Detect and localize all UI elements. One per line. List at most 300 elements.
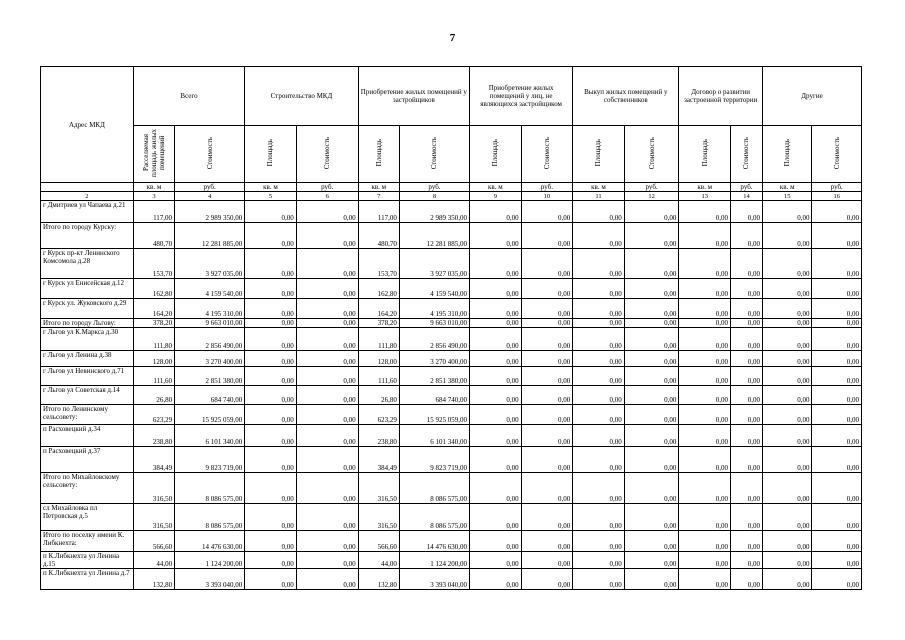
unit-cell: кв. м xyxy=(470,183,522,192)
value-cell: 0,00 xyxy=(245,319,297,328)
value-cell: 0,00 xyxy=(573,223,625,249)
value-cell: 0,00 xyxy=(679,249,731,279)
value-cell: 3 270 400,00 xyxy=(175,351,245,367)
value-cell: 0,00 xyxy=(470,279,522,299)
table-row xyxy=(41,223,862,249)
value-cell: 117,00 xyxy=(133,201,174,223)
value-cell: 0,00 xyxy=(296,447,358,473)
header-sub xyxy=(762,126,812,183)
header-group: Выкуп жилых помещений у собственников xyxy=(573,67,679,126)
column-number: 4 xyxy=(175,192,245,201)
value-cell: 3 927 035,00 xyxy=(175,249,245,279)
value-cell: 0,00 xyxy=(812,504,862,531)
header-group: Договор о развитии застроенной территории xyxy=(679,67,763,126)
address-cell: Итого по Михайловскому сельсовету: xyxy=(41,473,134,504)
column-number: 13 xyxy=(679,192,731,201)
value-cell: 0,00 xyxy=(624,367,679,386)
value-cell: 0,00 xyxy=(573,328,625,351)
value-cell: 0,00 xyxy=(624,447,679,473)
value-cell: 0,00 xyxy=(470,201,522,223)
table-row xyxy=(41,367,862,386)
value-cell: 0,00 xyxy=(812,447,862,473)
table-row xyxy=(41,569,862,590)
value-cell: 164,20 xyxy=(133,299,174,319)
header-sub-text: Площадь xyxy=(594,139,603,167)
value-cell: 0,00 xyxy=(296,552,358,569)
header-sub-text: Площадь xyxy=(491,139,500,167)
value-cell: 0,00 xyxy=(730,552,762,569)
table-row xyxy=(41,279,862,299)
value-cell: 0,00 xyxy=(470,425,522,447)
column-number: 11 xyxy=(573,192,625,201)
value-cell: 0,00 xyxy=(521,367,573,386)
value-cell: 0,00 xyxy=(573,447,625,473)
column-number: 14 xyxy=(730,192,762,201)
value-cell: 0,00 xyxy=(521,386,573,405)
table-row xyxy=(41,447,862,473)
value-cell: 0,00 xyxy=(521,328,573,351)
column-number: 10 xyxy=(521,192,573,201)
header-sub xyxy=(296,126,358,183)
value-cell: 0,00 xyxy=(521,351,573,367)
value-cell: 0,00 xyxy=(573,405,625,425)
value-cell: 0,00 xyxy=(730,328,762,351)
value-cell: 26,80 xyxy=(358,386,399,405)
address-cell: г Курск ул. Жуковского д.29 xyxy=(41,299,134,319)
value-cell: 0,00 xyxy=(762,447,812,473)
address-cell: г Льгов ул Советская д.14 xyxy=(41,386,134,405)
header-group: Приобретение жилых помещений у застройщиков xyxy=(358,67,469,126)
address-cell: г Льгов ул Невинского д.71 xyxy=(41,367,134,386)
value-cell: 111,60 xyxy=(133,367,174,386)
value-cell: 6 101 340,00 xyxy=(399,425,469,447)
value-cell: 1 124 200,00 xyxy=(175,552,245,569)
value-cell: 0,00 xyxy=(679,279,731,299)
column-number: 5 xyxy=(245,192,297,201)
header-sub xyxy=(730,126,762,183)
unit-cell: кв. м xyxy=(679,183,731,192)
value-cell: 0,00 xyxy=(730,504,762,531)
value-cell: 0,00 xyxy=(762,299,812,319)
value-cell: 4 159 540,00 xyxy=(175,279,245,299)
table-row xyxy=(41,299,862,319)
value-cell: 0,00 xyxy=(245,299,297,319)
value-cell: 0,00 xyxy=(624,552,679,569)
value-cell: 378,20 xyxy=(133,319,174,328)
header-sub xyxy=(679,126,731,183)
header-group: Всего xyxy=(133,67,244,126)
value-cell: 0,00 xyxy=(521,531,573,552)
value-cell: 0,00 xyxy=(624,201,679,223)
value-cell: 0,00 xyxy=(812,367,862,386)
column-number: 16 xyxy=(812,192,862,201)
value-cell: 3 393 040,00 xyxy=(399,569,469,590)
value-cell: 0,00 xyxy=(730,319,762,328)
address-cell: Итого по поселку имени К. Либкнехта: xyxy=(41,531,134,552)
value-cell: 0,00 xyxy=(679,351,731,367)
value-cell: 0,00 xyxy=(812,319,862,328)
value-cell: 153,70 xyxy=(133,249,174,279)
value-cell: 0,00 xyxy=(624,569,679,590)
table-row xyxy=(41,531,862,552)
value-cell: 8 086 575,00 xyxy=(399,504,469,531)
value-cell: 0,00 xyxy=(521,447,573,473)
value-cell: 0,00 xyxy=(624,473,679,504)
value-cell: 0,00 xyxy=(762,319,812,328)
value-cell: 8 086 575,00 xyxy=(399,473,469,504)
value-cell: 0,00 xyxy=(679,447,731,473)
value-cell: 623,29 xyxy=(358,405,399,425)
header-sub xyxy=(133,126,174,183)
value-cell: 238,80 xyxy=(358,425,399,447)
value-cell: 3 927 035,00 xyxy=(399,249,469,279)
value-cell: 0,00 xyxy=(245,405,297,425)
value-cell: 238,80 xyxy=(133,425,174,447)
value-cell: 0,00 xyxy=(624,504,679,531)
value-cell: 0,00 xyxy=(762,367,812,386)
value-cell: 0,00 xyxy=(245,201,297,223)
value-cell: 111,80 xyxy=(358,328,399,351)
resettlement-table xyxy=(40,66,862,590)
header-sub xyxy=(573,126,625,183)
value-cell: 0,00 xyxy=(521,279,573,299)
value-cell: 384,49 xyxy=(358,447,399,473)
value-cell: 0,00 xyxy=(679,425,731,447)
table-row xyxy=(41,328,862,351)
value-cell: 0,00 xyxy=(470,531,522,552)
value-cell: 0,00 xyxy=(470,367,522,386)
header-sub xyxy=(470,126,522,183)
value-cell: 0,00 xyxy=(730,425,762,447)
value-cell: 0,00 xyxy=(521,504,573,531)
address-cell: Итого по городу Льгову: xyxy=(41,319,134,328)
value-cell: 0,00 xyxy=(679,386,731,405)
value-cell: 0,00 xyxy=(470,319,522,328)
value-cell: 0,00 xyxy=(573,201,625,223)
value-cell: 0,00 xyxy=(679,319,731,328)
value-cell: 0,00 xyxy=(679,405,731,425)
table-row xyxy=(41,473,862,504)
value-cell: 0,00 xyxy=(679,299,731,319)
value-cell: 0,00 xyxy=(730,473,762,504)
value-cell: 9 663 010,00 xyxy=(399,319,469,328)
value-cell: 0,00 xyxy=(470,405,522,425)
header-address: Адрес МКД xyxy=(41,67,134,183)
header-sub xyxy=(624,126,679,183)
value-cell: 0,00 xyxy=(730,531,762,552)
value-cell: 2 856 490,00 xyxy=(399,328,469,351)
value-cell: 316,50 xyxy=(133,473,174,504)
value-cell: 0,00 xyxy=(730,569,762,590)
value-cell: 480,70 xyxy=(133,223,174,249)
value-cell: 0,00 xyxy=(573,279,625,299)
value-cell: 0,00 xyxy=(812,299,862,319)
value-cell: 0,00 xyxy=(573,367,625,386)
header-sub-text: Стоимость xyxy=(742,136,751,170)
value-cell: 0,00 xyxy=(812,223,862,249)
value-cell: 132,80 xyxy=(133,569,174,590)
value-cell: 0,00 xyxy=(296,531,358,552)
value-cell: 0,00 xyxy=(762,201,812,223)
column-number: 8 xyxy=(399,192,469,201)
value-cell: 0,00 xyxy=(470,328,522,351)
value-cell: 0,00 xyxy=(730,447,762,473)
value-cell: 0,00 xyxy=(245,531,297,552)
value-cell: 0,00 xyxy=(521,425,573,447)
value-cell: 111,60 xyxy=(358,367,399,386)
value-cell: 0,00 xyxy=(521,319,573,328)
column-number: 6 xyxy=(296,192,358,201)
value-cell: 2 989 350,00 xyxy=(175,201,245,223)
value-cell: 0,00 xyxy=(470,351,522,367)
value-cell: 0,00 xyxy=(573,249,625,279)
unit-cell: кв. м xyxy=(358,183,399,192)
value-cell: 0,00 xyxy=(624,319,679,328)
header-sub xyxy=(358,126,399,183)
value-cell: 0,00 xyxy=(296,319,358,328)
unit-cell: руб. xyxy=(730,183,762,192)
table-row xyxy=(41,319,862,328)
unit-cell: руб. xyxy=(812,183,862,192)
column-number: 12 xyxy=(624,192,679,201)
value-cell: 480,70 xyxy=(358,223,399,249)
value-cell: 4 159 540,00 xyxy=(399,279,469,299)
value-cell: 0,00 xyxy=(573,351,625,367)
value-cell: 0,00 xyxy=(762,249,812,279)
address-cell: г Льгов ул Ленина д.38 xyxy=(41,351,134,367)
unit-cell: руб. xyxy=(624,183,679,192)
value-cell: 0,00 xyxy=(245,223,297,249)
table-row xyxy=(41,405,862,425)
value-cell: 0,00 xyxy=(296,201,358,223)
value-cell: 2 851 380,00 xyxy=(399,367,469,386)
value-cell: 0,00 xyxy=(245,249,297,279)
value-cell: 0,00 xyxy=(679,201,731,223)
value-cell: 0,00 xyxy=(296,386,358,405)
value-cell: 12 281 885,00 xyxy=(175,223,245,249)
value-cell: 0,00 xyxy=(573,552,625,569)
address-cell: г Курск ул Енисейская д.12 xyxy=(41,279,134,299)
value-cell: 6 101 340,00 xyxy=(175,425,245,447)
table-row xyxy=(41,201,862,223)
value-cell: 0,00 xyxy=(679,569,731,590)
value-cell: 0,00 xyxy=(624,351,679,367)
value-cell: 0,00 xyxy=(245,328,297,351)
value-cell: 117,00 xyxy=(358,201,399,223)
header-sub-text: Стоимость xyxy=(832,136,841,170)
value-cell: 0,00 xyxy=(679,473,731,504)
value-cell: 128,00 xyxy=(133,351,174,367)
header-sub-text: Расселяемая площадь жилых помещений xyxy=(141,128,166,178)
value-cell: 0,00 xyxy=(573,473,625,504)
value-cell: 164,20 xyxy=(358,299,399,319)
value-cell: 0,00 xyxy=(812,405,862,425)
value-cell: 0,00 xyxy=(470,249,522,279)
table-row xyxy=(41,552,862,569)
value-cell: 0,00 xyxy=(730,201,762,223)
header-group: Другие xyxy=(762,67,861,126)
table-row xyxy=(41,425,862,447)
header-sub-text: Стоимость xyxy=(647,136,656,170)
value-cell: 0,00 xyxy=(470,386,522,405)
value-cell: 14 476 630,00 xyxy=(175,531,245,552)
value-cell: 0,00 xyxy=(730,405,762,425)
value-cell: 2 851 380,00 xyxy=(175,367,245,386)
column-number: 9 xyxy=(470,192,522,201)
value-cell: 0,00 xyxy=(296,473,358,504)
unit-cell: кв. м xyxy=(573,183,625,192)
value-cell: 0,00 xyxy=(245,447,297,473)
address-cell: г Льгов ул К.Маркса д.30 xyxy=(41,328,134,351)
value-cell: 4 195 310,00 xyxy=(399,299,469,319)
header-sub-text: Стоимость xyxy=(542,136,551,170)
value-cell: 0,00 xyxy=(624,328,679,351)
column-number: 3 xyxy=(133,192,174,201)
value-cell: 316,50 xyxy=(358,473,399,504)
value-cell: 0,00 xyxy=(296,299,358,319)
header-sub-text: Площадь xyxy=(783,139,792,167)
header-sub-text: Площадь xyxy=(266,139,275,167)
value-cell: 684 740,00 xyxy=(399,386,469,405)
value-cell: 566,60 xyxy=(358,531,399,552)
value-cell: 0,00 xyxy=(812,569,862,590)
value-cell: 0,00 xyxy=(573,531,625,552)
value-cell: 0,00 xyxy=(679,328,731,351)
value-cell: 0,00 xyxy=(573,569,625,590)
unit-cell: кв. м xyxy=(133,183,174,192)
value-cell: 1 124 200,00 xyxy=(399,552,469,569)
value-cell: 0,00 xyxy=(812,552,862,569)
value-cell: 0,00 xyxy=(521,223,573,249)
value-cell: 14 476 630,00 xyxy=(399,531,469,552)
value-cell: 0,00 xyxy=(470,473,522,504)
address-cell: Итого по городу Курску: xyxy=(41,223,134,249)
value-cell: 0,00 xyxy=(521,249,573,279)
value-cell: 0,00 xyxy=(573,386,625,405)
value-cell: 0,00 xyxy=(624,249,679,279)
header-sub-text: Стоимость xyxy=(323,136,332,170)
header-group: Приобретение жилых помещений у лиц, не являющихся застройщиком xyxy=(470,67,573,126)
value-cell: 0,00 xyxy=(521,569,573,590)
value-cell: 0,00 xyxy=(296,569,358,590)
value-cell: 0,00 xyxy=(762,504,812,531)
value-cell: 0,00 xyxy=(762,473,812,504)
header-sub-text: Площадь xyxy=(700,139,709,167)
value-cell: 0,00 xyxy=(812,328,862,351)
value-cell: 0,00 xyxy=(812,386,862,405)
value-cell: 0,00 xyxy=(679,552,731,569)
value-cell: 44,00 xyxy=(358,552,399,569)
value-cell: 684 740,00 xyxy=(175,386,245,405)
value-cell: 0,00 xyxy=(573,425,625,447)
value-cell: 0,00 xyxy=(812,249,862,279)
value-cell: 0,00 xyxy=(296,249,358,279)
table-row xyxy=(41,249,862,279)
page-number: 7 xyxy=(449,32,456,44)
value-cell: 0,00 xyxy=(730,351,762,367)
value-cell: 0,00 xyxy=(624,279,679,299)
value-cell: 26,80 xyxy=(133,386,174,405)
value-cell: 0,00 xyxy=(296,504,358,531)
value-cell: 9 823 719,00 xyxy=(399,447,469,473)
table-row xyxy=(41,351,862,367)
column-number: 7 xyxy=(358,192,399,201)
address-cell: г Курск пр-кт Ленинского Комсомола д.28 xyxy=(41,249,134,279)
value-cell: 0,00 xyxy=(245,386,297,405)
value-cell: 0,00 xyxy=(730,299,762,319)
value-cell: 316,50 xyxy=(358,504,399,531)
value-cell: 0,00 xyxy=(296,279,358,299)
address-cell: п К.Либкнехта ул Ленина д.7 xyxy=(41,569,134,590)
value-cell: 12 281 885,00 xyxy=(399,223,469,249)
value-cell: 0,00 xyxy=(296,405,358,425)
value-cell: 0,00 xyxy=(521,473,573,504)
value-cell: 0,00 xyxy=(762,425,812,447)
value-cell: 0,00 xyxy=(762,223,812,249)
header-sub xyxy=(175,126,245,183)
value-cell: 378,20 xyxy=(358,319,399,328)
value-cell: 0,00 xyxy=(679,223,731,249)
value-cell: 0,00 xyxy=(470,569,522,590)
value-cell: 0,00 xyxy=(762,328,812,351)
value-cell: 153,70 xyxy=(358,249,399,279)
value-cell: 15 925 059,00 xyxy=(399,405,469,425)
value-cell: 8 086 575,00 xyxy=(175,504,245,531)
unit-cell: руб. xyxy=(399,183,469,192)
value-cell: 0,00 xyxy=(296,223,358,249)
value-cell: 3 270 400,00 xyxy=(399,351,469,367)
column-number: 15 xyxy=(762,192,812,201)
value-cell: 0,00 xyxy=(812,531,862,552)
value-cell: 0,00 xyxy=(470,447,522,473)
unit-cell xyxy=(41,183,134,192)
value-cell: 9 823 719,00 xyxy=(175,447,245,473)
value-cell: 2 989 350,00 xyxy=(399,201,469,223)
address-cell: п Расховецкий д.34 xyxy=(41,425,134,447)
unit-cell: руб. xyxy=(521,183,573,192)
unit-cell: руб. xyxy=(175,183,245,192)
value-cell: 0,00 xyxy=(245,351,297,367)
value-cell: 0,00 xyxy=(296,328,358,351)
value-cell: 0,00 xyxy=(812,351,862,367)
value-cell: 566,60 xyxy=(133,531,174,552)
value-cell: 0,00 xyxy=(679,504,731,531)
value-cell: 2 856 490,00 xyxy=(175,328,245,351)
value-cell: 0,00 xyxy=(296,351,358,367)
value-cell: 0,00 xyxy=(730,223,762,249)
value-cell: 0,00 xyxy=(762,386,812,405)
value-cell: 0,00 xyxy=(245,367,297,386)
value-cell: 0,00 xyxy=(762,405,812,425)
table-row xyxy=(41,386,862,405)
value-cell: 0,00 xyxy=(624,405,679,425)
value-cell: 0,00 xyxy=(245,552,297,569)
value-cell: 0,00 xyxy=(762,552,812,569)
value-cell: 0,00 xyxy=(624,299,679,319)
value-cell: 0,00 xyxy=(624,223,679,249)
value-cell: 0,00 xyxy=(624,531,679,552)
value-cell: 0,00 xyxy=(573,319,625,328)
value-cell: 0,00 xyxy=(245,425,297,447)
value-cell: 0,00 xyxy=(521,201,573,223)
value-cell: 4 195 310,00 xyxy=(175,299,245,319)
value-cell: 0,00 xyxy=(521,405,573,425)
table-body xyxy=(41,201,862,590)
value-cell: 44,00 xyxy=(133,552,174,569)
value-cell: 0,00 xyxy=(762,569,812,590)
value-cell: 0,00 xyxy=(470,299,522,319)
value-cell: 0,00 xyxy=(521,552,573,569)
